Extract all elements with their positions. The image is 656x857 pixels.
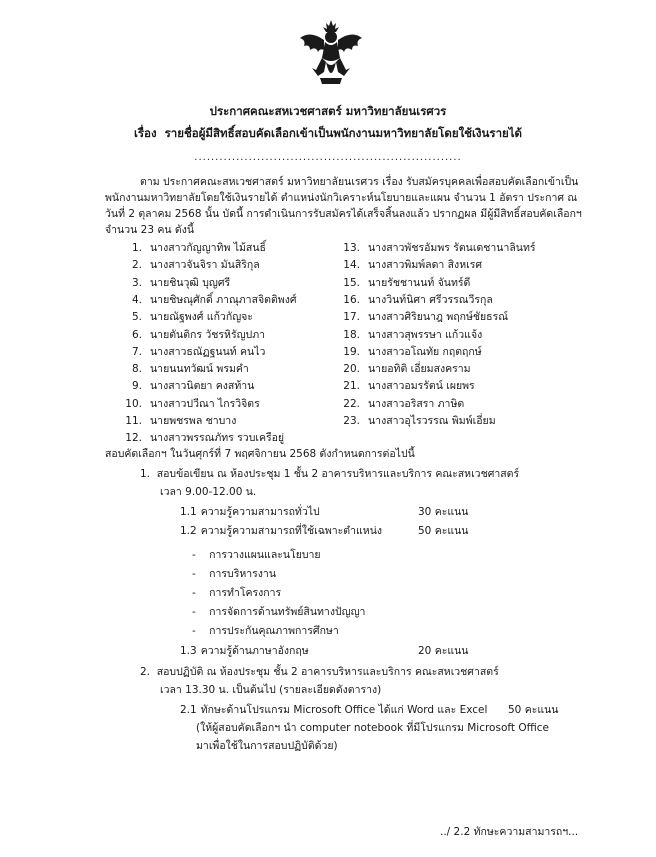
exam1-sub2 [180,525,382,538]
exam1-number: 1. [140,468,151,480]
topic-item: - การบริหารงาน [192,568,276,580]
candidate-number: 18. [343,328,360,341]
exam2-note-line1: (ให้ผู้สอบคัดเลือกฯ นำ computer notebook ที่มีโปรแกรม Microsoft Office [196,722,549,734]
candidate-row [118,311,253,324]
separator-dots: ................................................................ [194,152,462,163]
candidate-row [336,294,493,307]
exam2-sub1-number: 2.1 [180,704,197,716]
topic-label: การประกันคุณภาพการศึกษา [209,625,339,637]
topic-label: การจัดการด้านทรัพย์สินทางปัญญา [209,606,366,618]
candidate-number: 7. [131,345,142,358]
exam2-number: 2. [140,666,151,678]
candidate-name: นางสาวศิริยนาฎ พฤกษ์ชัยธรณ์ [368,311,508,324]
candidate-number: 23. [343,415,360,427]
candidate-number: 16. [343,293,360,306]
exam1-sub1-number: 1.1 [180,506,197,518]
candidate-number: 3. [131,276,142,289]
exam1-sub1-score: 30 คะแนน [418,506,469,518]
candidate-name: นางวินท์นิศา ศรีวรรณวีรกุล [368,293,493,306]
candidate-number: 22. [343,397,360,410]
garuda-emblem-icon [296,18,366,88]
exam1-sub2-label: ความรู้ความสามารถที่ใช้เฉพาะตำแหน่ง [200,525,383,537]
candidate-row [336,363,471,376]
intro-line-4: จำนวน 23 คน ดังนี้ [105,224,194,236]
candidate-row [336,311,508,324]
candidate-row [118,363,249,376]
candidate-number: 14. [343,259,360,272]
candidate-row [118,432,284,445]
candidate-name: นางสาวปวีณา ไกรวิจิตร [150,397,260,410]
exam1-sub1 [180,506,320,519]
candidate-number: 9. [131,380,142,393]
schedule-intro: สอบคัดเลือกฯ ในวันศุกร์ที่ 7 พฤศจิกายน 2568 ดังกำหนดการต่อไปนี้ [105,448,415,460]
candidate-number: 11. [125,415,142,427]
exam1-sub1-label: ความรู้ความสามารถทั่วไป [200,506,320,518]
exam2-note-line2: มาเพื่อใช้ในการสอบปฏิบัติด้วย) [196,740,338,752]
exam1-sub3-number: 1.3 [180,645,197,657]
candidate-name: นางสาวสุพรรษา แก้วแจ้ง [368,328,483,341]
exam1-sub2-score: 50 คะแนน [418,525,469,537]
topic-item: - การวางแผนและนโยบาย [192,549,321,561]
exam2-time: เวลา 13.30 น. เป็นต้นไป (รายละเอียดดังตาราง) [160,684,382,696]
candidate-number: 21. [343,380,360,393]
topic-label: การบริหารงาน [209,568,276,580]
candidate-row [118,259,260,272]
exam2-description: สอบปฏิบัติ ณ ห้องประชุม ชั้น 2 อาคารบริหารและบริการ คณะสหเวชศาสตร์ [156,666,499,678]
candidate-number: 6. [131,328,142,341]
candidate-number: 20. [343,363,360,376]
candidate-row [336,346,482,359]
exam2-line1 [140,666,499,679]
exam2-sub1 [180,704,487,717]
candidate-name: นางสาวพิมพ์ลดา สิงหเรศ [368,259,483,272]
candidate-name: นางสาวอุไรวรรณ พิมพ์เอี่ยม [368,415,496,427]
exam1-sub2-number: 1.2 [180,525,197,537]
candidate-row [118,277,230,290]
candidate-name: นายตันติกร วัชรหิรัญปภา [150,328,266,341]
candidate-row [118,398,260,411]
candidate-row [336,259,482,272]
topic-item: - การประกันคุณภาพการศึกษา [192,625,339,637]
candidate-name: นางสาวพัชรอัมพร รัตนเดชานาลินทร์ [368,242,536,254]
candidate-number: 13. [343,242,360,254]
announcement-title: ประกาศคณะสหเวชศาสตร์ มหาวิทยาลัยนเรศวร [209,104,447,118]
candidate-name: นางสาวนิตยา คงสท้าน [150,380,255,393]
exam1-line1 [140,468,519,481]
candidate-row [336,242,536,255]
topic-label: การวางแผนและนโยบาย [209,549,321,561]
candidate-row [118,329,265,342]
candidate-row [118,294,296,307]
continuation-footer: ../ 2.2 ทักษะความสามารถฯ... [440,826,579,838]
exam1-time: เวลา 9.00-12.00 น. [160,486,257,498]
exam2-sub1-label: ทักษะด้านโปรแกรม Microsoft Office ได้แก่ Word และ Excel [200,704,488,716]
candidate-row [336,398,464,411]
subject-label: เรื่อง [133,126,157,140]
candidate-number: 5. [131,311,142,324]
candidate-number: 1. [131,242,142,254]
candidate-number: 15. [343,276,360,289]
candidate-name: นายนนทวัฒน์ พรมคำ [150,363,249,376]
candidate-name: นางสาวพรรณภัทร รวบเครือยู่ [150,432,285,445]
candidate-name: นายชินวุฒิ บุญศรี [150,276,231,289]
candidate-name: นางสาวธณัฏฐนนท์ คนไว [150,345,266,358]
announcement-subject [0,126,656,140]
exam1-sub3 [180,645,309,658]
candidate-row [118,346,265,359]
candidate-row [336,380,475,393]
candidate-number: 8. [131,363,142,376]
candidate-name: นายพชรพล ชาบาง [150,415,237,427]
candidate-number: 12. [125,432,142,445]
candidate-number: 19. [343,345,360,358]
subject-text: รายชื่อผู้มีสิทธิ์สอบคัดเลือกเข้าเป็นพนักงานมหาวิทยาลัยโดยใช้เงินรายได้ [164,126,523,140]
intro-line-2: พนักงานมหาวิทยาลัยโดยใช้เงินรายได้ ตำแหน่งนักวิเคราะห์นโยบายและแผน จำนวน 1 อัตรา ประกาศ ณ [105,192,578,204]
intro-line-1: ตาม ประกาศคณะสหเวชศาสตร์ มหาวิทยาลัยนเรศวร เรื่อง รับสมัครบุคคลเพื่อสอบคัดเลือกเข้าเป็น [140,176,579,188]
candidate-name: นางสาวอโณทัย กฤตฤกษ์ [368,345,482,358]
candidate-name: นายชิษณุศักดิ์ ภาณุภาสจิตติพงศ์ [150,293,297,306]
topic-label: การทำโครงการ [209,587,282,599]
candidate-name: นายอทิติ เอี่ยมสงคราม [368,363,471,376]
candidate-name: นางสาวอมรรัตน์ เผยพร [368,380,475,393]
candidate-name: นางสาวจันจิรา มันสิริกุล [150,259,260,272]
candidate-name: นายรัชชานนท์ จันทร์ดี [368,276,471,289]
candidate-number: 2. [131,259,142,272]
candidate-row [118,242,266,255]
exam1-description: สอบข้อเขียน ณ ห้องประชุม 1 ชั้น 2 อาคารบริหารและบริการ คณะสหเวชศาสตร์ [156,468,520,480]
candidate-row [336,329,482,342]
candidate-row [118,380,254,393]
candidate-row [336,277,470,290]
candidate-row [336,415,496,428]
candidate-name: นางสาวอริสรา ภาษิต [368,397,465,410]
candidate-name: นางสาวกัญญาทิพ ไม้สนธิ์ [150,242,266,254]
exam1-sub3-label: ความรู้ด้านภาษาอังกฤษ [200,645,309,657]
exam2-sub1-score: 50 คะแนน [508,704,559,716]
exam1-sub3-score: 20 คะแนน [418,645,469,657]
candidate-number: 17. [343,311,360,324]
candidate-number: 10. [125,397,142,410]
intro-line-3: วันที่ 2 ตุลาคม 2568 นั้น บัดนี้ การดำเนินการรับสมัครได้เสร็จสิ้นลงแล้ว ปรากฏผล มีผู้มีสิทธิ์สอบคัดเลือกฯ [105,208,582,220]
candidate-row [118,415,236,428]
topic-item: - การทำโครงการ [192,587,282,599]
topic-item: - การจัดการด้านทรัพย์สินทางปัญญา [192,606,366,618]
candidate-number: 4. [131,293,142,306]
candidate-name: นายณัฐพงศ์ แก้วกัญจะ [150,311,253,324]
